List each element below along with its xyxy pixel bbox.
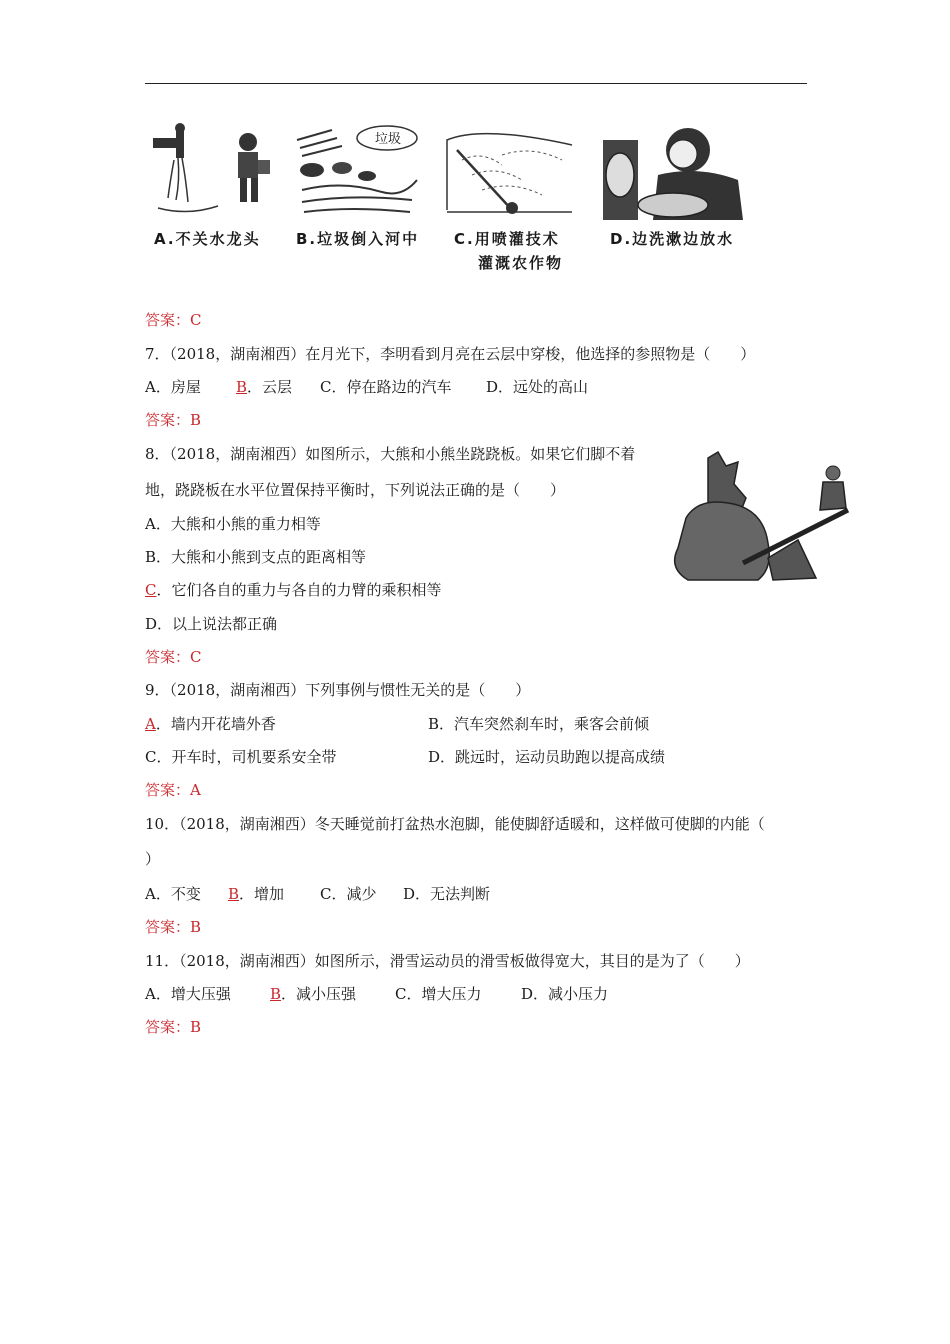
answer-7: 答案：B xyxy=(145,411,202,429)
q7-option-b xyxy=(236,376,292,398)
answer-9: 答案：A xyxy=(145,781,201,799)
q10-option-c: C．减少 xyxy=(320,885,377,903)
q11-correct-mark: B xyxy=(270,985,282,1003)
q10-option-d: D．无法判断 xyxy=(403,885,491,903)
figure-b-caption: B.垃圾倒入河中 xyxy=(296,230,420,248)
figure-b xyxy=(292,120,422,248)
header-rule xyxy=(145,83,807,84)
q11-option-c: C．增大压力 xyxy=(395,985,482,1003)
figure-a xyxy=(148,120,278,248)
q9-correct-mark: A xyxy=(145,715,156,733)
figure-d-caption: D.边洗漱边放水 xyxy=(610,230,735,248)
q9-option-a-text: ．墙内开花墙外香 xyxy=(155,715,276,733)
q9-option-a xyxy=(145,713,276,735)
q11-option-d: D．减小压力 xyxy=(521,985,609,1003)
q7-option-c: C．停在路边的汽车 xyxy=(320,378,452,396)
q8-option-c-text: ．它们各自的重力与各自的力臂的乘积相等 xyxy=(156,581,442,599)
q11-option-b xyxy=(270,983,356,1005)
q10-option-b xyxy=(228,883,284,905)
q8-option-d: D．以上说法都正确 xyxy=(145,615,278,633)
q9-stem: 9．（2018，湖南湘西）下列事例与惯性无关的是（ ） xyxy=(145,681,531,699)
figure-a-caption: A.不关水龙头 xyxy=(154,230,261,248)
water-saving-figures xyxy=(140,120,810,290)
answer-6: 答案：C xyxy=(145,311,202,329)
bear-seesaw-illustration xyxy=(668,448,860,596)
q10-correct-mark: B xyxy=(228,885,240,903)
figure-d xyxy=(598,120,748,248)
q8-option-b: B．大熊和小熊到支点的距离相等 xyxy=(145,548,367,566)
q8-stem-line2: 地，跷跷板在水平位置保持平衡时，下列说法正确的是（ ） xyxy=(145,481,566,499)
sprinkler-field-illustration xyxy=(442,120,577,220)
q7-stem: 7．（2018，湖南湘西）在月光下，李明看到月亮在云层中穿梭，他选择的参照物是（ ） xyxy=(145,345,756,363)
figure-c-caption-line2: 灌溉农作物 xyxy=(478,254,564,272)
q11-stem: 11．（2018，湖南湘西）如图所示，滑雪运动员的滑雪板做得宽大，其目的是为了（ ） xyxy=(145,952,750,970)
q11-option-a: A．增大压强 xyxy=(145,985,231,1003)
q10-option-a: A．不变 xyxy=(145,885,201,903)
q10-stem-line2: ） xyxy=(145,850,161,868)
river-garbage-illustration xyxy=(292,120,422,220)
q7-option-b-text: ．云层 xyxy=(247,378,293,396)
q7-option-d: D．远处的高山 xyxy=(486,378,589,396)
q9-option-b: B．汽车突然刹车时，乘客会前倾 xyxy=(428,715,650,733)
q9-option-d: D．跳远时，运动员助跑以提高成绩 xyxy=(428,748,666,766)
faucet-boy-illustration xyxy=(148,120,278,220)
q11-option-b-text: ．减小压强 xyxy=(281,985,357,1003)
figure-c-caption-line1: C.用喷灌技术 xyxy=(454,230,560,248)
bubble-text: 垃圾 xyxy=(375,132,402,147)
answer-11: 答案：B xyxy=(145,1018,202,1036)
q8-option-a: A．大熊和小熊的重力相等 xyxy=(145,515,321,533)
answer-8: 答案：C xyxy=(145,648,202,666)
q10-stem-line1: 10．（2018，湖南湘西）冬天睡觉前打盆热水泡脚，能使脚舒适暖和，这样做可使脚的内能（ xyxy=(145,815,765,833)
q7-option-a: A．房屋 xyxy=(145,378,201,396)
answer-10: 答案：B xyxy=(145,918,202,936)
q8-stem-line1: 8．（2018，湖南湘西）如图所示，大熊和小熊坐跷跷板。如果它们脚不着 xyxy=(145,445,636,463)
q8-option-c xyxy=(145,579,442,601)
q7-correct-mark: B xyxy=(236,378,248,396)
q10-option-b-text: ．增加 xyxy=(239,885,285,903)
q8-correct-mark: C xyxy=(145,581,157,599)
washing-man-illustration xyxy=(598,120,748,230)
q9-option-c: C．开车时，司机要系安全带 xyxy=(145,748,337,766)
figure-c xyxy=(442,120,577,272)
